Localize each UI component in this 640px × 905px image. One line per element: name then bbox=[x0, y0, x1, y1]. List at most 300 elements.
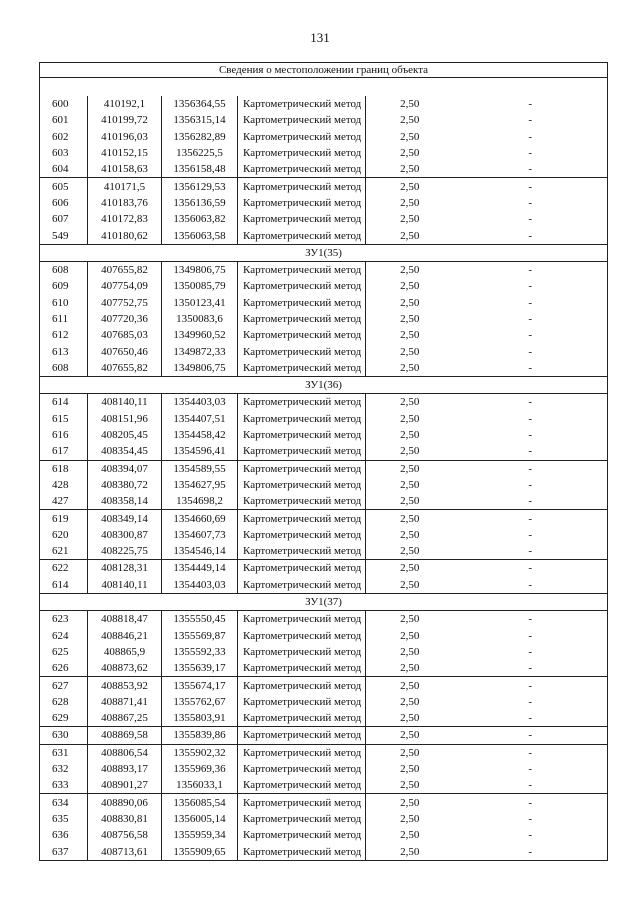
description-cell: - bbox=[454, 145, 608, 161]
description-cell: - bbox=[454, 178, 608, 195]
accuracy-cell: 2,50 bbox=[400, 361, 420, 374]
point-number-cell: 613 bbox=[40, 343, 88, 359]
y-coordinate-cell: 1354403,03 bbox=[162, 577, 238, 594]
point-number-cell: 602 bbox=[40, 129, 88, 145]
accuracy-cell: 2,50 bbox=[400, 296, 420, 309]
y-coordinate-cell: 1355674,17 bbox=[162, 677, 238, 694]
accuracy-cell: 2,50 bbox=[400, 280, 420, 293]
x-coordinate-cell: 410180,62 bbox=[88, 227, 162, 244]
x-coordinate-cell: 408358,14 bbox=[88, 493, 162, 510]
point-number-cell: 428 bbox=[40, 477, 88, 493]
description-cell: - bbox=[454, 577, 608, 594]
description-cell: - bbox=[454, 161, 608, 178]
table-row bbox=[40, 278, 608, 294]
method-cell: Картометрический метод bbox=[238, 195, 366, 211]
point-number-cell: 609 bbox=[40, 278, 88, 294]
method-cell: Картометрический метод bbox=[238, 311, 366, 327]
x-coordinate-cell: 408871,41 bbox=[88, 694, 162, 710]
point-number-cell: 629 bbox=[40, 710, 88, 727]
x-coordinate-cell: 410152,15 bbox=[88, 145, 162, 161]
method-cell: Картометрический метод bbox=[238, 577, 366, 594]
y-coordinate-cell: 1355909,65 bbox=[162, 843, 238, 860]
y-coordinate-cell: 1356033,1 bbox=[162, 777, 238, 794]
y-coordinate-cell: 1355550,45 bbox=[162, 611, 238, 628]
section-label: ЗУ1(35) bbox=[40, 244, 608, 261]
x-coordinate-cell: 408853,92 bbox=[88, 677, 162, 694]
y-coordinate-cell: 1350083,6 bbox=[162, 311, 238, 327]
method-cell: Картометрический метод bbox=[238, 710, 366, 727]
x-coordinate-cell: 408713,61 bbox=[88, 843, 162, 860]
x-coordinate-cell: 408818,47 bbox=[88, 611, 162, 628]
accuracy-cell: 2,50 bbox=[400, 196, 420, 209]
accuracy-cell: 2,50 bbox=[400, 345, 420, 358]
accuracy-cell: 2,50 bbox=[400, 545, 420, 558]
table-row bbox=[40, 227, 608, 244]
x-coordinate-cell: 407752,75 bbox=[88, 295, 162, 311]
table-row bbox=[40, 527, 608, 543]
point-number-cell: 616 bbox=[40, 427, 88, 443]
method-cell: Картометрический метод bbox=[238, 211, 366, 227]
x-coordinate-cell: 407655,82 bbox=[88, 261, 162, 278]
description-cell: - bbox=[454, 644, 608, 660]
method-cell: Картометрический метод bbox=[238, 611, 366, 628]
description-cell: - bbox=[454, 360, 608, 377]
x-coordinate-cell: 408300,87 bbox=[88, 527, 162, 543]
point-number-cell: 615 bbox=[40, 411, 88, 427]
description-cell: - bbox=[454, 727, 608, 744]
section-row bbox=[40, 377, 608, 394]
x-coordinate-cell: 408806,54 bbox=[88, 744, 162, 761]
x-coordinate-cell: 408869,58 bbox=[88, 727, 162, 744]
y-coordinate-cell: 1356158,48 bbox=[162, 161, 238, 178]
description-cell: - bbox=[454, 227, 608, 244]
page-number: 131 bbox=[310, 30, 330, 45]
table-row bbox=[40, 710, 608, 727]
x-coordinate-cell: 408830,81 bbox=[88, 811, 162, 827]
point-number-cell: 620 bbox=[40, 527, 88, 543]
x-coordinate-cell: 408205,45 bbox=[88, 427, 162, 443]
description-cell: - bbox=[454, 460, 608, 477]
method-cell: Картометрический метод bbox=[238, 477, 366, 493]
point-number-cell: 631 bbox=[40, 744, 88, 761]
y-coordinate-cell: 1355839,86 bbox=[162, 727, 238, 744]
table-row bbox=[40, 577, 608, 594]
point-number-cell: 628 bbox=[40, 694, 88, 710]
table-row bbox=[40, 112, 608, 128]
accuracy-cell: 2,50 bbox=[400, 329, 420, 342]
x-coordinate-cell: 408873,62 bbox=[88, 660, 162, 677]
y-coordinate-cell: 1354546,14 bbox=[162, 543, 238, 560]
method-cell: Картометрический метод bbox=[238, 360, 366, 377]
method-cell: Картометрический метод bbox=[238, 411, 366, 427]
accuracy-cell: 2,50 bbox=[400, 114, 420, 127]
x-coordinate-cell: 408225,75 bbox=[88, 543, 162, 560]
x-coordinate-cell: 410172,83 bbox=[88, 211, 162, 227]
method-cell: Картометрический метод bbox=[238, 843, 366, 860]
point-number-cell: 427 bbox=[40, 493, 88, 510]
description-cell: - bbox=[454, 660, 608, 677]
x-coordinate-cell: 410199,72 bbox=[88, 112, 162, 128]
x-coordinate-cell: 408865,9 bbox=[88, 644, 162, 660]
y-coordinate-cell: 1354627,95 bbox=[162, 477, 238, 493]
table-title: Сведения о местоположении границ объекта bbox=[40, 63, 608, 78]
table-row bbox=[40, 129, 608, 145]
y-coordinate-cell: 1356225,5 bbox=[162, 145, 238, 161]
y-coordinate-cell: 1354607,73 bbox=[162, 527, 238, 543]
table-row bbox=[40, 843, 608, 860]
method-cell: Картометрический метод bbox=[238, 227, 366, 244]
point-number-cell: 614 bbox=[40, 577, 88, 594]
point-number-cell: 603 bbox=[40, 145, 88, 161]
table-row bbox=[40, 261, 608, 278]
y-coordinate-cell: 1354403,03 bbox=[162, 394, 238, 411]
description-cell: - bbox=[454, 677, 608, 694]
y-coordinate-cell: 1354589,55 bbox=[162, 460, 238, 477]
section-label: ЗУ1(36) bbox=[40, 377, 608, 394]
description-cell: - bbox=[454, 311, 608, 327]
point-number-cell: 608 bbox=[40, 360, 88, 377]
method-cell: Картометрический метод bbox=[238, 761, 366, 777]
description-cell: - bbox=[454, 811, 608, 827]
method-cell: Картометрический метод bbox=[238, 811, 366, 827]
y-coordinate-cell: 1355762,67 bbox=[162, 694, 238, 710]
description-cell: - bbox=[454, 827, 608, 843]
method-cell: Картометрический метод bbox=[238, 510, 366, 527]
description-cell: - bbox=[454, 295, 608, 311]
point-number-cell: 549 bbox=[40, 227, 88, 244]
x-coordinate-cell: 408394,07 bbox=[88, 460, 162, 477]
accuracy-cell: 2,50 bbox=[400, 130, 420, 143]
y-coordinate-cell: 1349960,52 bbox=[162, 327, 238, 343]
y-coordinate-cell: 1356315,14 bbox=[162, 112, 238, 128]
accuracy-cell: 2,50 bbox=[366, 560, 454, 577]
method-cell: Картометрический метод bbox=[238, 660, 366, 677]
point-number-cell: 607 bbox=[40, 211, 88, 227]
accuracy-cell: 2,50 bbox=[400, 313, 420, 325]
y-coordinate-cell: 1356364,55 bbox=[162, 96, 238, 112]
description-cell: - bbox=[454, 744, 608, 761]
point-number-cell: 624 bbox=[40, 628, 88, 644]
description-cell: - bbox=[454, 843, 608, 860]
table-row bbox=[40, 628, 608, 644]
x-coordinate-cell: 407720,36 bbox=[88, 311, 162, 327]
table-row bbox=[40, 560, 608, 577]
x-coordinate-cell: 410192,1 bbox=[88, 96, 162, 112]
table-row bbox=[40, 195, 608, 211]
method-cell: Картометрический метод bbox=[238, 443, 366, 460]
x-coordinate-cell: 408128,31 bbox=[88, 560, 162, 577]
point-number-cell: 621 bbox=[40, 543, 88, 560]
accuracy-cell: 2,50 bbox=[400, 528, 420, 541]
table-row bbox=[40, 510, 608, 527]
table-row bbox=[40, 443, 608, 460]
accuracy-cell: 2,50 bbox=[400, 478, 420, 491]
point-number-cell: 637 bbox=[40, 843, 88, 860]
accuracy-cell: 2,50 bbox=[400, 495, 420, 508]
accuracy-cell: 2,50 bbox=[400, 812, 420, 825]
x-coordinate-cell: 408140,11 bbox=[88, 394, 162, 411]
method-cell: Картометрический метод bbox=[238, 794, 366, 811]
table-row bbox=[40, 145, 608, 161]
description-cell: - bbox=[454, 527, 608, 543]
x-coordinate-cell: 407650,46 bbox=[88, 343, 162, 359]
x-coordinate-cell: 408846,21 bbox=[88, 628, 162, 644]
accuracy-cell: 2,50 bbox=[400, 213, 420, 226]
section-row bbox=[40, 244, 608, 261]
table-row bbox=[40, 744, 608, 761]
table-row bbox=[40, 343, 608, 359]
accuracy-cell: 2,50 bbox=[366, 261, 454, 278]
description-cell: - bbox=[454, 112, 608, 128]
accuracy-cell: 2,50 bbox=[366, 510, 454, 527]
method-cell: Картометрический метод bbox=[238, 744, 366, 761]
point-number-cell: 608 bbox=[40, 261, 88, 278]
method-cell: Картометрический метод bbox=[238, 394, 366, 411]
table-row bbox=[40, 794, 608, 811]
point-number-cell: 625 bbox=[40, 644, 88, 660]
description-cell: - bbox=[454, 794, 608, 811]
accuracy-cell: 2,50 bbox=[400, 147, 420, 160]
y-coordinate-cell: 1349872,33 bbox=[162, 343, 238, 359]
accuracy-cell: 2,50 bbox=[366, 727, 454, 744]
point-number-cell: 600 bbox=[40, 96, 88, 112]
method-cell: Картометрический метод bbox=[238, 727, 366, 744]
point-number-cell: 618 bbox=[40, 460, 88, 477]
x-coordinate-cell: 408349,14 bbox=[88, 510, 162, 527]
x-coordinate-cell: 408756,58 bbox=[88, 827, 162, 843]
table-row bbox=[40, 161, 608, 178]
description-cell: - bbox=[454, 510, 608, 527]
x-coordinate-cell: 408140,11 bbox=[88, 577, 162, 594]
y-coordinate-cell: 1355969,36 bbox=[162, 761, 238, 777]
point-number-cell: 632 bbox=[40, 761, 88, 777]
y-coordinate-cell: 1354660,69 bbox=[162, 510, 238, 527]
point-number-cell: 611 bbox=[40, 311, 88, 327]
point-number-cell: 612 bbox=[40, 327, 88, 343]
accuracy-cell: 2,50 bbox=[400, 412, 420, 425]
table-row bbox=[40, 660, 608, 677]
method-cell: Картометрический метод bbox=[238, 96, 366, 112]
y-coordinate-cell: 1354698,2 bbox=[162, 493, 238, 510]
description-cell: - bbox=[454, 560, 608, 577]
method-cell: Картометрический метод bbox=[238, 777, 366, 794]
table-row bbox=[40, 611, 608, 628]
point-number-cell: 626 bbox=[40, 660, 88, 677]
description-cell: - bbox=[454, 543, 608, 560]
method-cell: Картометрический метод bbox=[238, 129, 366, 145]
description-cell: - bbox=[454, 261, 608, 278]
accuracy-cell: 2,50 bbox=[400, 662, 420, 675]
x-coordinate-cell: 407655,82 bbox=[88, 360, 162, 377]
description-cell: - bbox=[454, 394, 608, 411]
table-row bbox=[40, 761, 608, 777]
method-cell: Картометрический метод bbox=[238, 178, 366, 195]
description-cell: - bbox=[454, 761, 608, 777]
accuracy-cell: 2,50 bbox=[366, 460, 454, 477]
table-row bbox=[40, 311, 608, 327]
x-coordinate-cell: 410183,76 bbox=[88, 195, 162, 211]
accuracy-cell: 2,50 bbox=[400, 779, 420, 792]
description-cell: - bbox=[454, 211, 608, 227]
y-coordinate-cell: 1354449,14 bbox=[162, 560, 238, 577]
table-row bbox=[40, 327, 608, 343]
description-cell: - bbox=[454, 195, 608, 211]
table-row bbox=[40, 178, 608, 195]
y-coordinate-cell: 1356085,54 bbox=[162, 794, 238, 811]
blank-row bbox=[40, 78, 608, 97]
point-number-cell: 610 bbox=[40, 295, 88, 311]
point-number-cell: 623 bbox=[40, 611, 88, 628]
accuracy-cell: 2,50 bbox=[366, 611, 454, 628]
y-coordinate-cell: 1356136,59 bbox=[162, 195, 238, 211]
section-label: ЗУ1(37) bbox=[40, 593, 608, 610]
method-cell: Картометрический метод bbox=[238, 343, 366, 359]
description-cell: - bbox=[454, 327, 608, 343]
method-cell: Картометрический метод bbox=[238, 560, 366, 577]
y-coordinate-cell: 1356063,58 bbox=[162, 227, 238, 244]
point-number-cell: 604 bbox=[40, 161, 88, 178]
table-row bbox=[40, 394, 608, 411]
y-coordinate-cell: 1354458,42 bbox=[162, 427, 238, 443]
x-coordinate-cell: 408354,45 bbox=[88, 443, 162, 460]
y-coordinate-cell: 1349806,75 bbox=[162, 360, 238, 377]
y-coordinate-cell: 1350123,41 bbox=[162, 295, 238, 311]
y-coordinate-cell: 1355902,32 bbox=[162, 744, 238, 761]
y-coordinate-cell: 1354596,41 bbox=[162, 443, 238, 460]
description-cell: - bbox=[454, 343, 608, 359]
y-coordinate-cell: 1350085,79 bbox=[162, 278, 238, 294]
method-cell: Картометрический метод bbox=[238, 261, 366, 278]
accuracy-cell: 2,50 bbox=[400, 578, 420, 591]
point-number-cell: 630 bbox=[40, 727, 88, 744]
method-cell: Картометрический метод bbox=[238, 493, 366, 510]
method-cell: Картометрический метод bbox=[238, 112, 366, 128]
accuracy-cell: 2,50 bbox=[366, 677, 454, 694]
accuracy-cell: 2,50 bbox=[366, 178, 454, 195]
description-cell: - bbox=[454, 694, 608, 710]
y-coordinate-cell: 1356282,89 bbox=[162, 129, 238, 145]
method-cell: Картометрический метод bbox=[238, 644, 366, 660]
table-row bbox=[40, 827, 608, 843]
table-row bbox=[40, 727, 608, 744]
description-cell: - bbox=[454, 477, 608, 493]
table-row bbox=[40, 460, 608, 477]
accuracy-cell: 2,50 bbox=[400, 629, 420, 642]
y-coordinate-cell: 1355592,33 bbox=[162, 644, 238, 660]
accuracy-cell: 2,50 bbox=[366, 843, 454, 860]
accuracy-cell: 2,50 bbox=[400, 429, 420, 442]
accuracy-cell: 2,50 bbox=[366, 744, 454, 761]
point-number-cell: 636 bbox=[40, 827, 88, 843]
method-cell: Картометрический метод bbox=[238, 145, 366, 161]
table-row bbox=[40, 644, 608, 660]
description-cell: - bbox=[454, 96, 608, 112]
accuracy-cell: 2,50 bbox=[366, 794, 454, 811]
table-row bbox=[40, 694, 608, 710]
table-title-row bbox=[40, 63, 608, 78]
description-cell: - bbox=[454, 628, 608, 644]
description-cell: - bbox=[454, 443, 608, 460]
table-row bbox=[40, 427, 608, 443]
y-coordinate-cell: 1355959,34 bbox=[162, 827, 238, 843]
y-coordinate-cell: 1355639,17 bbox=[162, 660, 238, 677]
table-row bbox=[40, 493, 608, 510]
y-coordinate-cell: 1356063,82 bbox=[162, 211, 238, 227]
method-cell: Картометрический метод bbox=[238, 295, 366, 311]
y-coordinate-cell: 1355569,87 bbox=[162, 628, 238, 644]
description-cell: - bbox=[454, 611, 608, 628]
point-number-cell: 635 bbox=[40, 811, 88, 827]
method-cell: Картометрический метод bbox=[238, 327, 366, 343]
point-number-cell: 633 bbox=[40, 777, 88, 794]
x-coordinate-cell: 407754,09 bbox=[88, 278, 162, 294]
y-coordinate-cell: 1356005,14 bbox=[162, 811, 238, 827]
section-row bbox=[40, 593, 608, 610]
table-row bbox=[40, 295, 608, 311]
description-cell: - bbox=[454, 427, 608, 443]
method-cell: Картометрический метод bbox=[238, 628, 366, 644]
method-cell: Картометрический метод bbox=[238, 677, 366, 694]
point-number-cell: 627 bbox=[40, 677, 88, 694]
method-cell: Картометрический метод bbox=[238, 527, 366, 543]
accuracy-cell: 2,50 bbox=[400, 163, 420, 176]
table-row bbox=[40, 677, 608, 694]
accuracy-cell: 2,50 bbox=[400, 763, 420, 776]
method-cell: Картометрический метод bbox=[238, 278, 366, 294]
table-row bbox=[40, 811, 608, 827]
y-coordinate-cell: 1349806,75 bbox=[162, 261, 238, 278]
table-row bbox=[40, 543, 608, 560]
method-cell: Картометрический метод bbox=[238, 161, 366, 178]
x-coordinate-cell: 410171,5 bbox=[88, 178, 162, 195]
method-cell: Картометрический метод bbox=[238, 694, 366, 710]
table-row bbox=[40, 477, 608, 493]
x-coordinate-cell: 408867,25 bbox=[88, 710, 162, 727]
accuracy-cell: 2,50 bbox=[400, 695, 420, 708]
boundary-coordinates-table bbox=[39, 62, 608, 861]
description-cell: - bbox=[454, 710, 608, 727]
table-row bbox=[40, 360, 608, 377]
accuracy-cell: 2,50 bbox=[400, 445, 420, 458]
method-cell: Картометрический метод bbox=[238, 460, 366, 477]
accuracy-cell: 2,50 bbox=[400, 712, 420, 725]
x-coordinate-cell: 408890,06 bbox=[88, 794, 162, 811]
y-coordinate-cell: 1354407,51 bbox=[162, 411, 238, 427]
y-coordinate-cell: 1356129,53 bbox=[162, 178, 238, 195]
accuracy-cell: 2,50 bbox=[400, 229, 420, 242]
method-cell: Картометрический метод bbox=[238, 427, 366, 443]
x-coordinate-cell: 407685,03 bbox=[88, 327, 162, 343]
y-coordinate-cell: 1355803,91 bbox=[162, 710, 238, 727]
description-cell: - bbox=[454, 411, 608, 427]
point-number-cell: 634 bbox=[40, 794, 88, 811]
x-coordinate-cell: 408893,17 bbox=[88, 761, 162, 777]
point-number-cell: 619 bbox=[40, 510, 88, 527]
accuracy-cell: 2,50 bbox=[366, 394, 454, 411]
point-number-cell: 606 bbox=[40, 195, 88, 211]
table-row bbox=[40, 411, 608, 427]
x-coordinate-cell: 408901,27 bbox=[88, 777, 162, 794]
table-row bbox=[40, 777, 608, 794]
method-cell: Картометрический метод bbox=[238, 543, 366, 560]
table-row bbox=[40, 211, 608, 227]
method-cell: Картометрический метод bbox=[238, 827, 366, 843]
point-number-cell: 617 bbox=[40, 443, 88, 460]
x-coordinate-cell: 410158,63 bbox=[88, 161, 162, 178]
accuracy-cell: 2,50 bbox=[400, 98, 420, 111]
description-cell: - bbox=[454, 278, 608, 294]
point-number-cell: 605 bbox=[40, 178, 88, 195]
